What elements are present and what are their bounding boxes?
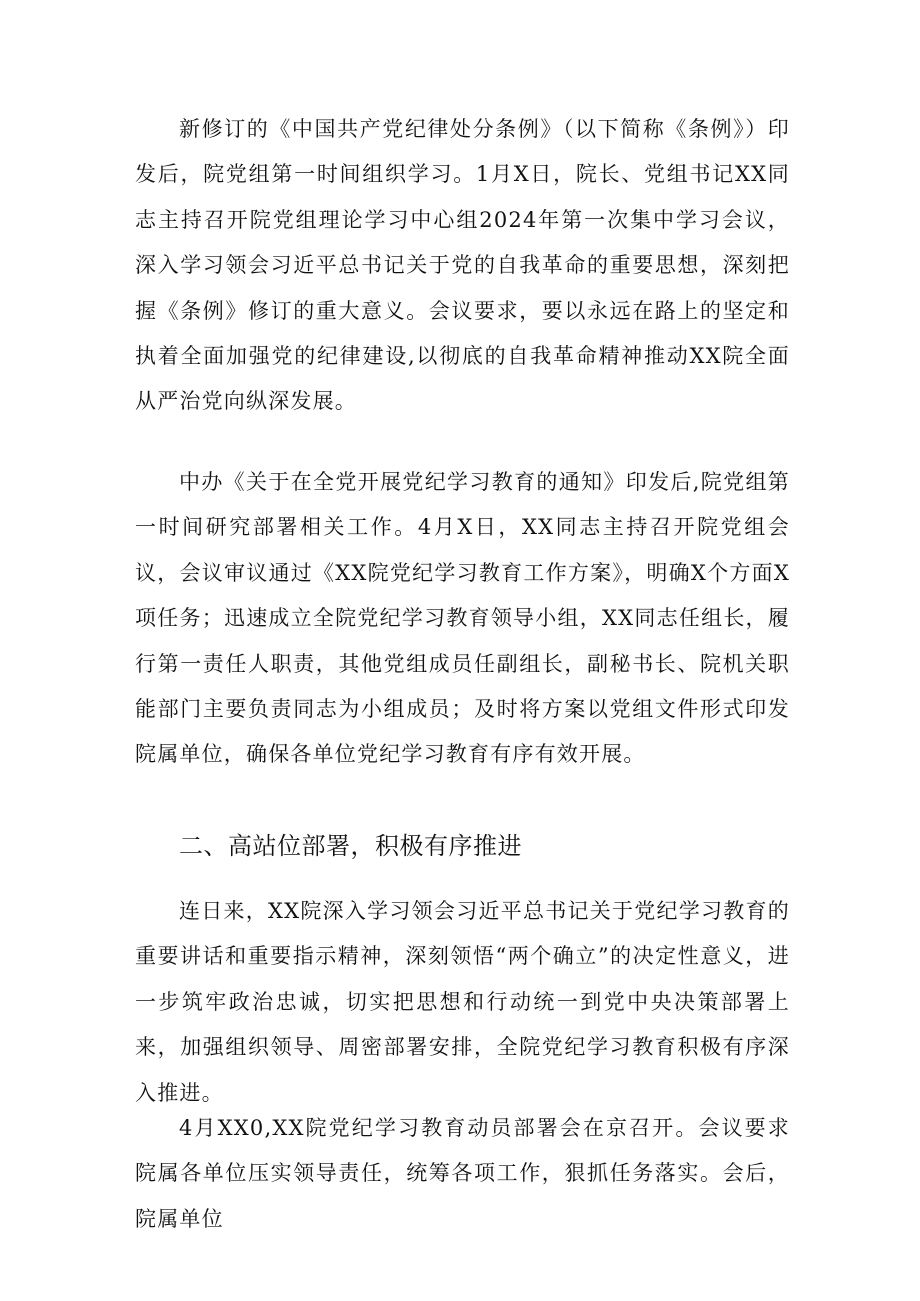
paragraph-recent-study: 连日来，XX院深入学习领会习近平总书记关于党纪学习教育的重要讲话和重要指示精神，深刻领悟“两个确立”的决定性意义，进一步筑牢政治忠诚，切实把思想和行动统一到党中央决策部署上来，加强组织领导、周密部署安排，全院党纪学习教育积极有序深入推进。: [135, 899, 790, 1105]
paragraph-regulation-study: 新修订的《中国共产党纪律处分条例》（以下简称《条例》）印发后，院党组第一时间组织学习。1月X日，院长、党组书记XX同志主持召开院党组理论学习中心组2024年第一次集中学习会议，深入学习领会习近平总书记关于党的自我革命的重要思想，深刻把握《条例》修订的重大意义。会议要求，要以永远在路上的坚定和执着全面加强党的纪律建设,以彻底的自我革命精神推动XX院全面从严治党向纵深发展。: [135, 117, 790, 414]
paragraph-mobilization-meeting: 4月XX0,XX院党纪学习教育动员部署会在京召开。会议要求院属各单位压实领导责任，统筹各项工作，狠抓任务落实。会后，院属单位: [135, 1116, 790, 1231]
section-heading: 二、高站位部署，积极有序推进: [179, 832, 522, 860]
paragraph-education-deployment: 中办《关于在全党开展党纪学习教育的通知》印发后,院党组第一时间研究部署相关工作。4月X日，XX同志主持召开院党组会议，会议审议通过《XX院党纪学习教育工作方案》，明确X个方面X项任务；迅速成立全院党纪学习教育领导小组，XX同志任组长，履行第一责任人职责，其他党组成员任副组长，副秘书长、院机关职能部门主要负责同志为小组成员；及时将方案以党组文件形式印发院属单位，确保各单位党纪学习教育有序有效开展。: [135, 470, 790, 767]
